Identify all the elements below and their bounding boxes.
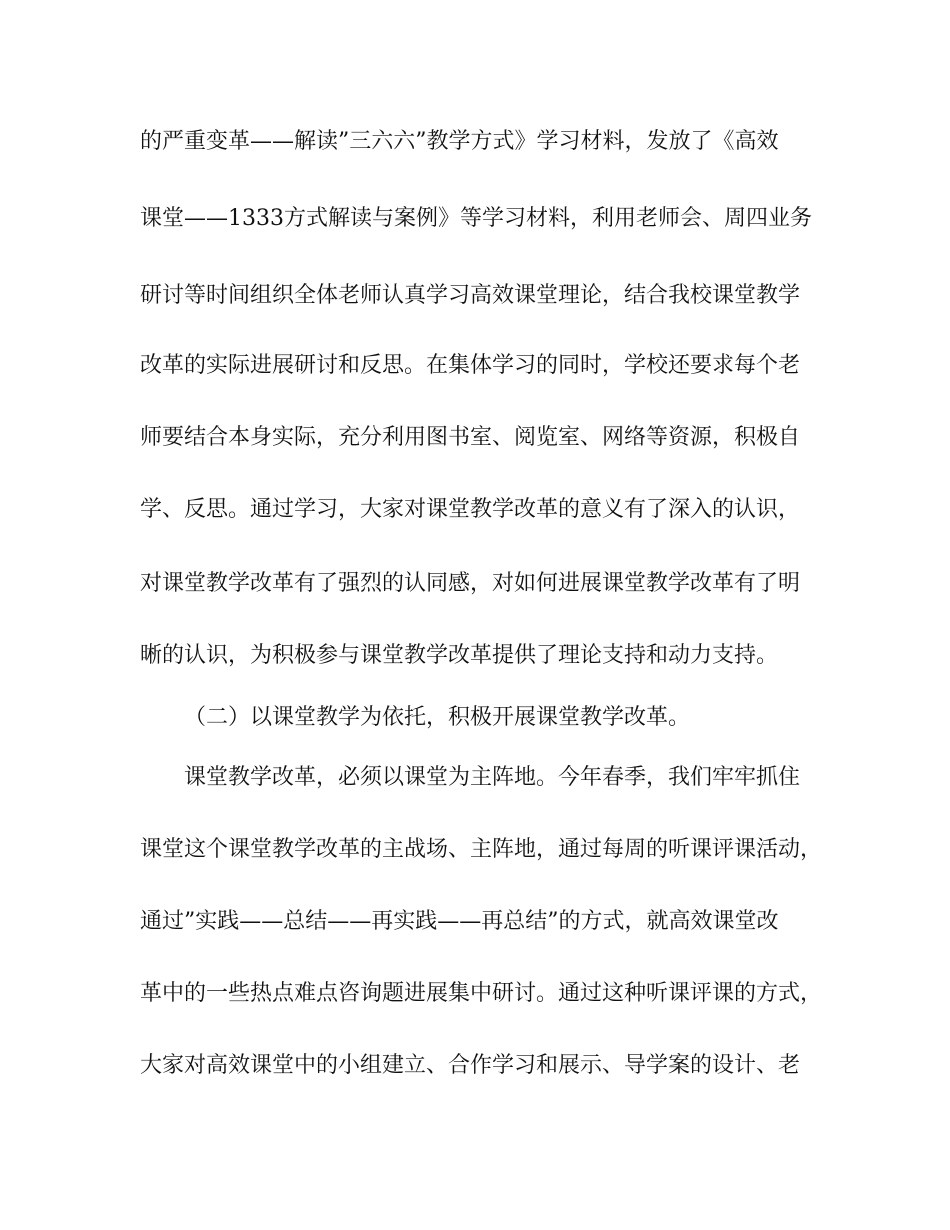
body-text-line: 通过”实践——总结——再实践——再总结”的方式，就高效课堂改 — [140, 909, 779, 934]
body-text-line: 师要结合本身实际，充分利用图书室、阅览室、网络等资源，积极自 — [140, 425, 801, 450]
body-text-line: 革中的一些热点难点咨询题进展集中研讨。通过这种听课评课的方式， — [140, 981, 823, 1006]
body-text-line: 改革的实际进展研讨和反思。在集体学习的同时，学校还要求每个老 — [140, 353, 801, 378]
body-text-line: 的严重变革——解读”三六六”教学方式》学习材料，发放了《高效 — [140, 129, 779, 154]
body-text-line: 大家对高效课堂中的小组建立、合作学习和展示、导学案的设计、老 — [140, 1053, 801, 1078]
section-heading: （二）以课堂教学为依托，积极开展课堂教学改革。 — [184, 705, 691, 730]
body-text-line: 对课堂教学改革有了强烈的认同感，对如何进展课堂教学改革有了明 — [140, 571, 801, 596]
body-text-line: 学、反思。通过学习，大家对课堂教学改革的意义有了深入的认识， — [140, 497, 801, 522]
body-text-line: 课堂这个课堂教学改革的主战场、主阵地，通过每周的听课评课活动， — [140, 837, 823, 862]
body-text-line: 晰的认识，为积极参与课堂教学改革提供了理论支持和动力支持。 — [140, 643, 779, 668]
body-text-line: 研讨等时间组织全体老师认真学习高效课堂理论，结合我校课堂教学 — [140, 283, 801, 308]
body-text-line: 课堂——1333方式解读与案例》等学习材料，利用老师会、周四业务 — [140, 206, 812, 231]
body-text-line: 课堂教学改革，必须以课堂为主阵地。今年春季，我们牢牢抓住 — [184, 765, 801, 790]
